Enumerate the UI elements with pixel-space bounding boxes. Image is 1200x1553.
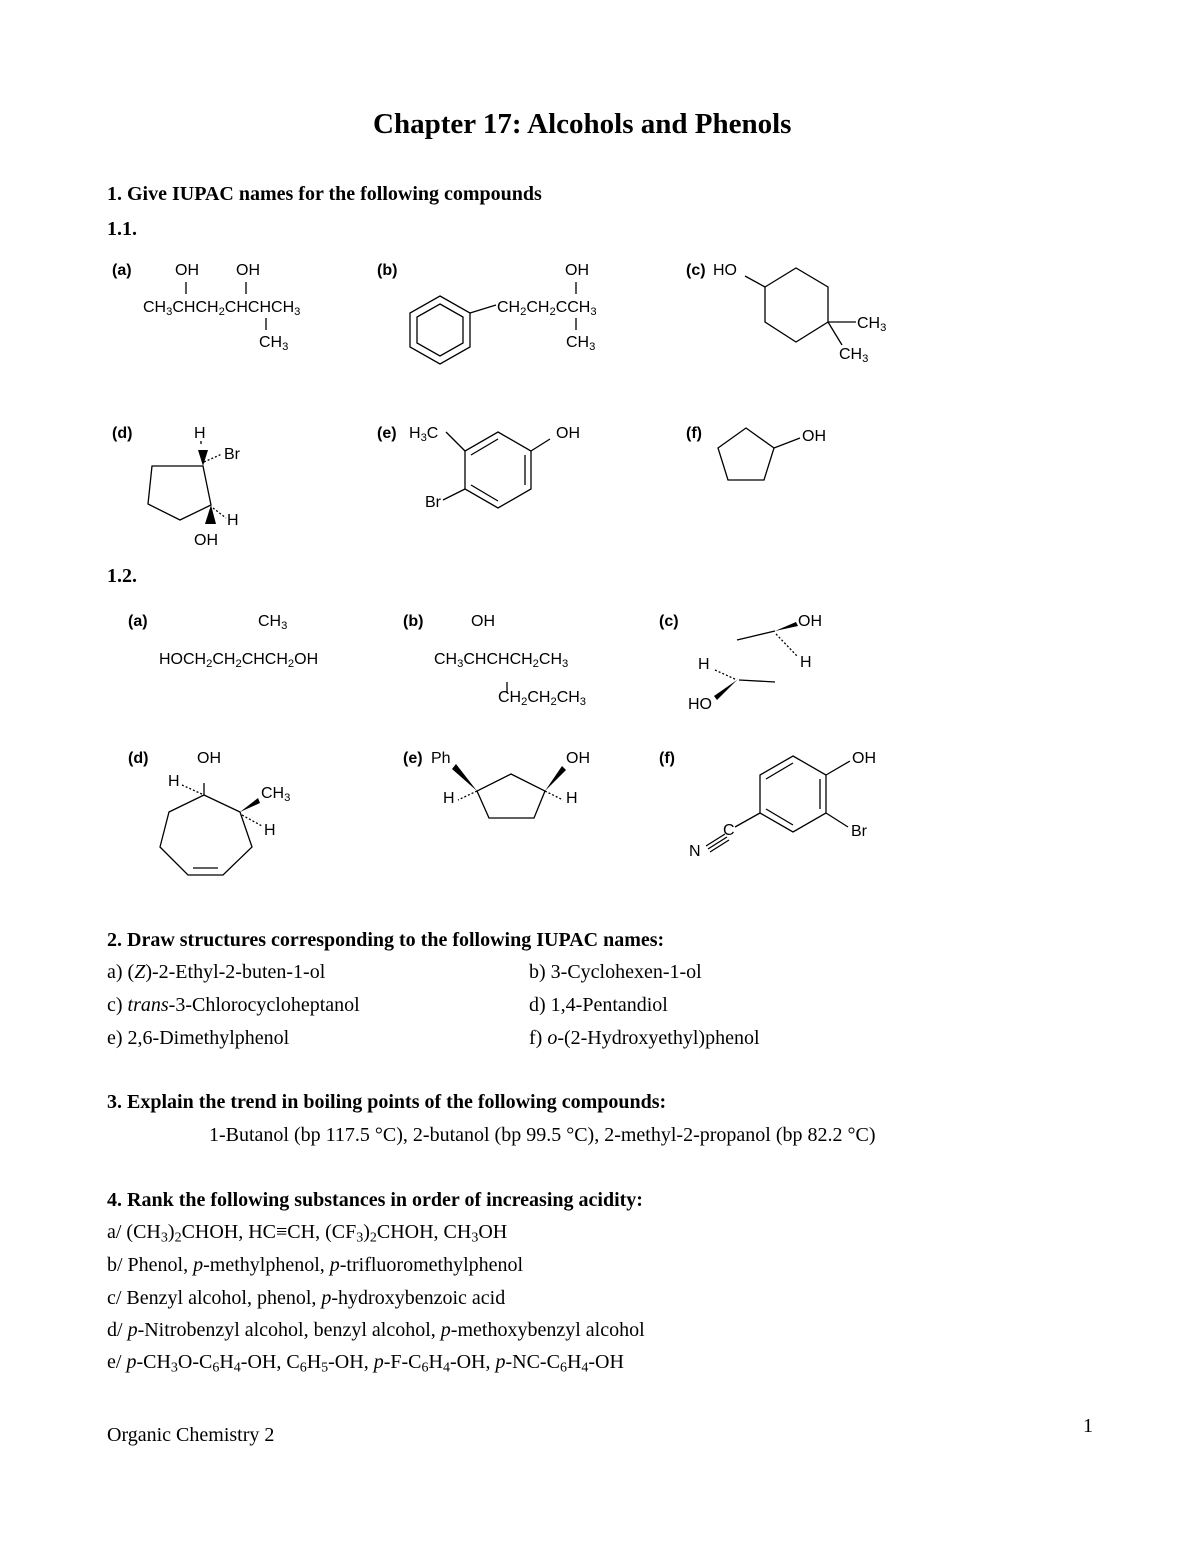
label-1-2-a: (a): [128, 613, 148, 630]
s11-d-h2: H: [227, 512, 239, 529]
q4-item-e: e/ $p-CH_3O-C_6H_4-OH$, $C_6H_5-OH$, $p-F-C_6H_4-OH$, $p-NC-C_6H_4-OH$: [107, 1351, 624, 1376]
s11-c-ho: HO: [713, 262, 737, 279]
s12-f-oh: OH: [852, 750, 876, 767]
s12-d-h2: H: [264, 822, 276, 839]
s12-e-h1: H: [443, 790, 455, 807]
s12-e-oh: OH: [566, 750, 590, 767]
s11-f-oh: OH: [802, 428, 826, 445]
s11-d-br: Br: [224, 446, 240, 463]
s11-c-ch3-1: $CH_3$: [857, 315, 887, 334]
label-1-2-b: (b): [403, 613, 424, 630]
s11-c-ch3-2: $CH_3$: [839, 346, 869, 365]
label-1-1-e: (e): [377, 425, 397, 442]
q2-item-a: a) (Z)-2-Ethyl-2-buten-1-ol: [107, 961, 326, 983]
s11-a-ch3: $CH_3$: [259, 334, 289, 353]
label-1-1-c: (c): [686, 262, 706, 279]
s12-d-ch3: $CH_3$: [261, 785, 291, 804]
s12-c-h2: H: [698, 656, 710, 673]
footer-course: Organic Chemistry 2: [107, 1424, 275, 1446]
s11-a-main: $CH_3CHCH_2CHCHCH_3$: [143, 299, 301, 318]
q2-item-e: e) 2,6-Dimethylphenol: [107, 1027, 290, 1049]
subsection-1-2: 1.2.: [107, 565, 137, 587]
label-1-2-d: (d): [128, 750, 149, 767]
s12-e-ph: Ph: [431, 750, 451, 767]
s11-d-h: H: [194, 425, 206, 442]
label-1-2-c: (c): [659, 613, 679, 630]
s11-d-oh: OH: [194, 532, 218, 549]
s12-f-n: N: [689, 843, 701, 860]
s12-a-ch3: $CH_3$: [258, 613, 288, 632]
s11-b-oh: OH: [565, 262, 589, 279]
label-1-1-a: (a): [112, 262, 132, 279]
q2-item-d: d) 1,4-Pentandiol: [529, 994, 668, 1016]
q4-item-d: d/ p-Nitrobenzyl alcohol, benzyl alcohol, p-methoxybenzyl alcohol: [107, 1319, 645, 1341]
s12-c-ho: HO: [688, 696, 712, 713]
page-title: Chapter 17: Alcohols and Phenols: [373, 108, 792, 140]
question-1-heading: 1. Give IUPAC names for the following compounds: [107, 183, 542, 205]
s12-b-oh: OH: [471, 613, 495, 630]
label-1-1-f: (f): [686, 425, 702, 442]
label-1-2-e: (e): [403, 750, 423, 767]
s12-e-h2: H: [566, 790, 578, 807]
q3-compounds: 1-Butanol (bp 117.5 °C), 2-butanol (bp 99.5 °C), 2-methyl-2-propanol (bp 82.2 °C): [209, 1124, 876, 1146]
question-3-heading: 3. Explain the trend in boiling points of the following compounds:: [107, 1091, 667, 1113]
q2-item-f: f) o-(2-Hydroxyethyl)phenol: [529, 1027, 760, 1049]
page-number: 1: [1083, 1415, 1093, 1437]
q4-item-c: c/ Benzyl alcohol, phenol, p-hydroxybenzoic acid: [107, 1287, 506, 1309]
q2-item-b: b) 3-Cyclohexen-1-ol: [529, 961, 702, 983]
s11-e-h3c: $H_3C$: [409, 425, 439, 444]
s12-b-sub: $CH_2CH_2CH_3$: [498, 689, 587, 708]
s11-b-ch3: $CH_3$: [566, 334, 596, 353]
question-2-heading: 2. Draw structures corresponding to the following IUPAC names:: [107, 929, 665, 951]
s12-d-h1: H: [168, 773, 180, 790]
s12-d-oh: OH: [197, 750, 221, 767]
s11-b-chain: $CH_2CH_2CCH_3$: [497, 299, 597, 318]
label-1-2-f: (f): [659, 750, 675, 767]
s12-f-br: Br: [851, 823, 867, 840]
s12-c-oh: OH: [798, 613, 822, 630]
s12-c-h1: H: [800, 654, 812, 671]
s11-e-oh: OH: [556, 425, 580, 442]
s11-a-oh2: OH: [236, 262, 260, 279]
label-1-1-b: (b): [377, 262, 398, 279]
s11-e-br: Br: [425, 494, 441, 511]
subsection-1-1: 1.1.: [107, 218, 137, 240]
s12-b-main: $CH_3CHCHCH_2CH_3$: [434, 651, 569, 670]
q4-item-a: a/ $(CH_3)_2CHOH$, HC≡CH, $(CF_3)_2CHOH$, $CH_3OH$: [107, 1221, 508, 1246]
q4-item-b: b/ Phenol, p-methylphenol, p-trifluoromethylphenol: [107, 1254, 524, 1276]
question-4-heading: 4. Rank the following substances in order of increasing acidity:: [107, 1189, 643, 1211]
s11-a-oh1: OH: [175, 262, 199, 279]
label-1-1-d: (d): [112, 425, 133, 442]
s12-f-c: C: [723, 822, 735, 839]
q2-item-c: c) trans-3-Chlorocycloheptanol: [107, 994, 360, 1016]
s12-a-main: $HOCH_2CH_2CHCH_2OH$: [159, 651, 319, 670]
